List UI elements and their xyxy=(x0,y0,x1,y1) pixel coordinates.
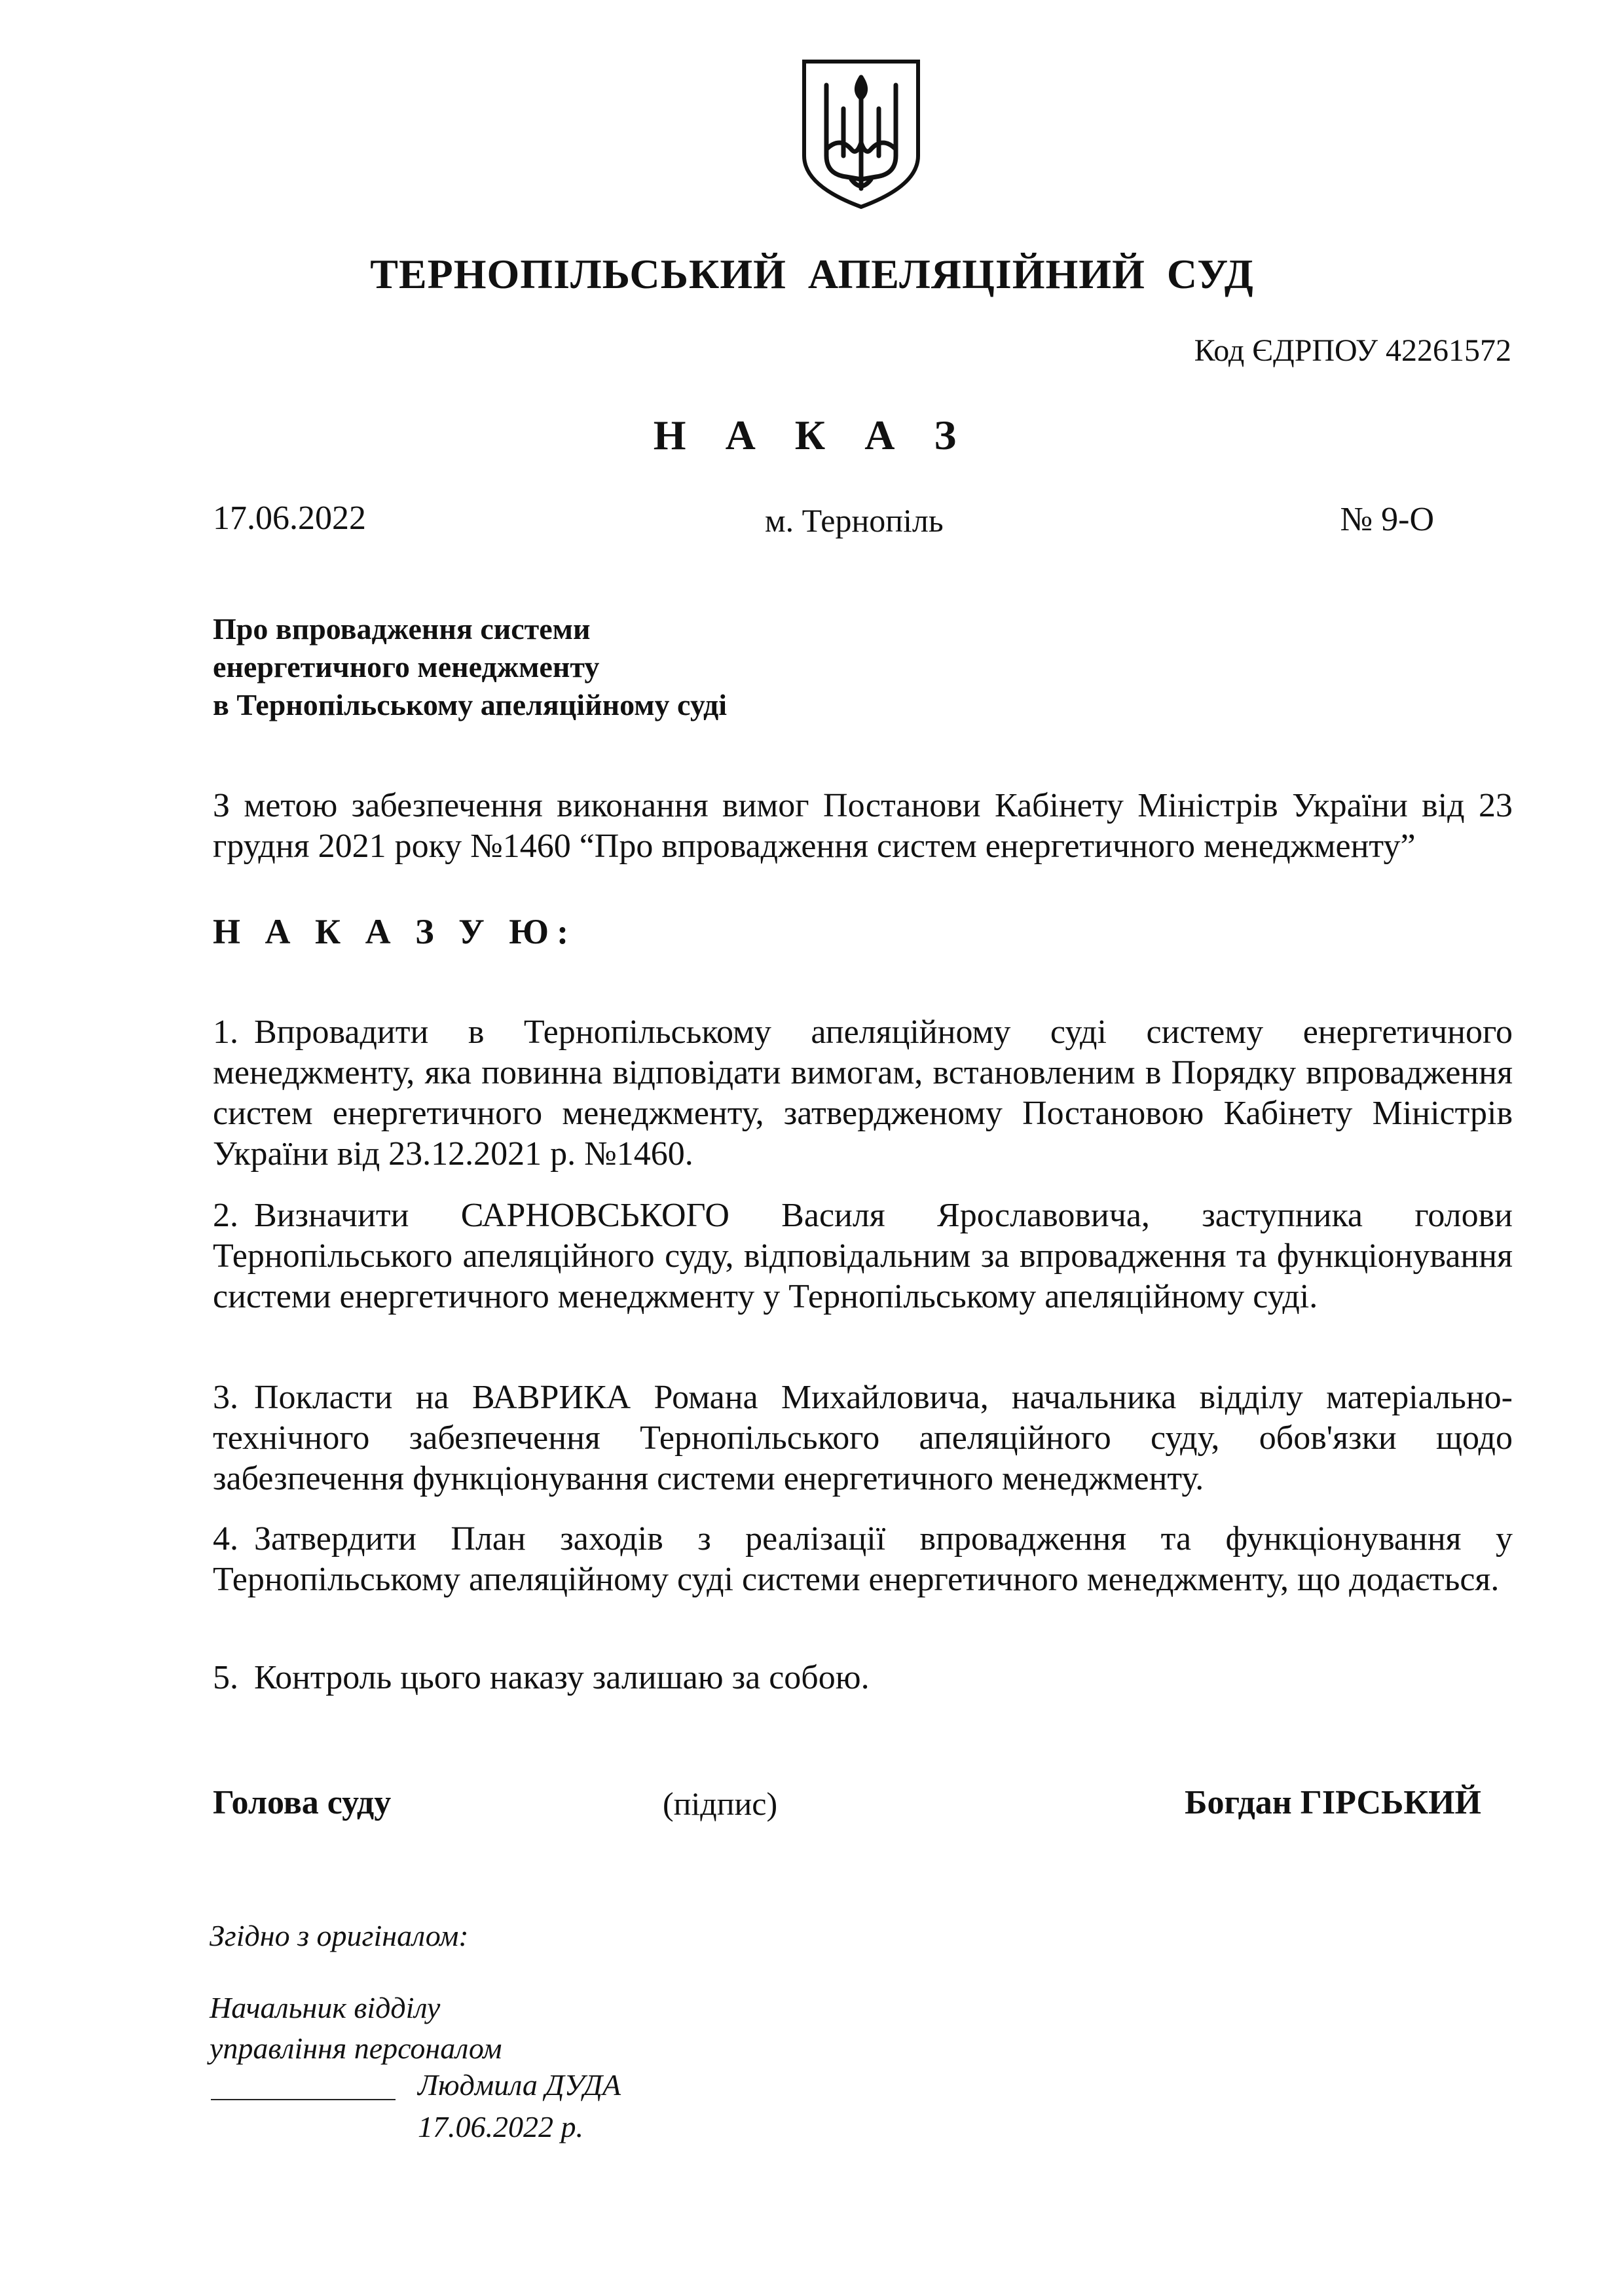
order-city: м. Тернопіль xyxy=(765,502,944,539)
item-number: 5. xyxy=(213,1659,238,1696)
signature-mark: (підпис) xyxy=(663,1785,778,1822)
subject-line: в Тернопільському апеляційному суді xyxy=(213,688,728,721)
signature-line xyxy=(211,2099,396,2100)
item-number: 3. xyxy=(213,1379,238,1416)
order-item-3 xyxy=(213,1377,1513,1499)
order-date: 17.06.2022 xyxy=(213,500,366,537)
signatory-role: Голова суду xyxy=(213,1784,392,1821)
signatory-name: Богдан ГІРСЬКИЙ xyxy=(1185,1784,1481,1821)
certification-label: Згідно з оригіналом: xyxy=(210,1919,469,1952)
item-number: 1. xyxy=(213,1013,238,1051)
certification-date: 17.06.2022 р. xyxy=(418,2110,583,2143)
item-number: 4. xyxy=(213,1520,238,1558)
item-text: Впровадити в Тернопільському апеляційному суді систему енергетичного менеджменту, яка повинна відповідати вимогам, встановленим в Порядку впровадження систем енергетичного менеджменту, затвердженому Постановою Кабінету Міністрів України від 23.12.2021 р. №1460. xyxy=(213,1013,1513,1173)
trident-emblem-icon xyxy=(800,58,922,210)
order-subject xyxy=(213,610,727,724)
subject-line: Про впровадження системи xyxy=(213,612,591,646)
preamble: З метою забезпечення виконання вимог Постанови Кабінету Міністрів України від 23 грудня 2021 року №1460 “Про впровадження систем енергетичного менеджменту” xyxy=(213,787,1513,865)
order-number: № 9-О xyxy=(1340,501,1434,538)
subject-line: енергетичного менеджменту xyxy=(213,650,600,683)
position-line: управління персоналом xyxy=(210,2032,502,2065)
court-name: ТЕРНОПІЛЬСЬКИЙ АПЕЛЯЦІЙНИЙ СУД xyxy=(370,251,1254,297)
item-number: 2. xyxy=(213,1197,238,1234)
order-item-1 xyxy=(213,1012,1513,1175)
decree-heading: Н А К А З У Ю: xyxy=(213,912,577,951)
item-text: Контроль цього наказу залишаю за собою. xyxy=(254,1659,870,1696)
position-line: Начальник відділу xyxy=(210,1991,441,2024)
certifier-position xyxy=(210,1988,502,2069)
item-text: Визначити САРНОВСЬКОГО Василя Ярославовича, заступника голови Тернопільського апеляційного суду, відповідальним за впровадження та функціонування системи енергетичного менеджменту у Тернопільському апеляційному суді. xyxy=(213,1197,1513,1315)
certifier-name: Людмила ДУДА xyxy=(418,2068,621,2102)
item-text: Покласти на ВАВРИКА Романа Михайловича, начальника відділу матеріально-технічного забезпечення Тернопільського апеляційного суду, обов'язки щодо забезпечення функціонування системи енергетичного менеджменту. xyxy=(213,1379,1513,1497)
order-item-5 xyxy=(213,1658,1513,1698)
order-item-4 xyxy=(213,1519,1513,1600)
order-item-2 xyxy=(213,1195,1513,1317)
edrpou-code: Код ЄДРПОУ 42261572 xyxy=(1194,333,1511,368)
order-title: Н А К А З xyxy=(653,412,971,458)
item-text: Затвердити План заходів з реалізації впровадження та функціонування у Тернопільському апеляційному суді системи енергетичного менеджменту, що додається. xyxy=(213,1520,1513,1598)
